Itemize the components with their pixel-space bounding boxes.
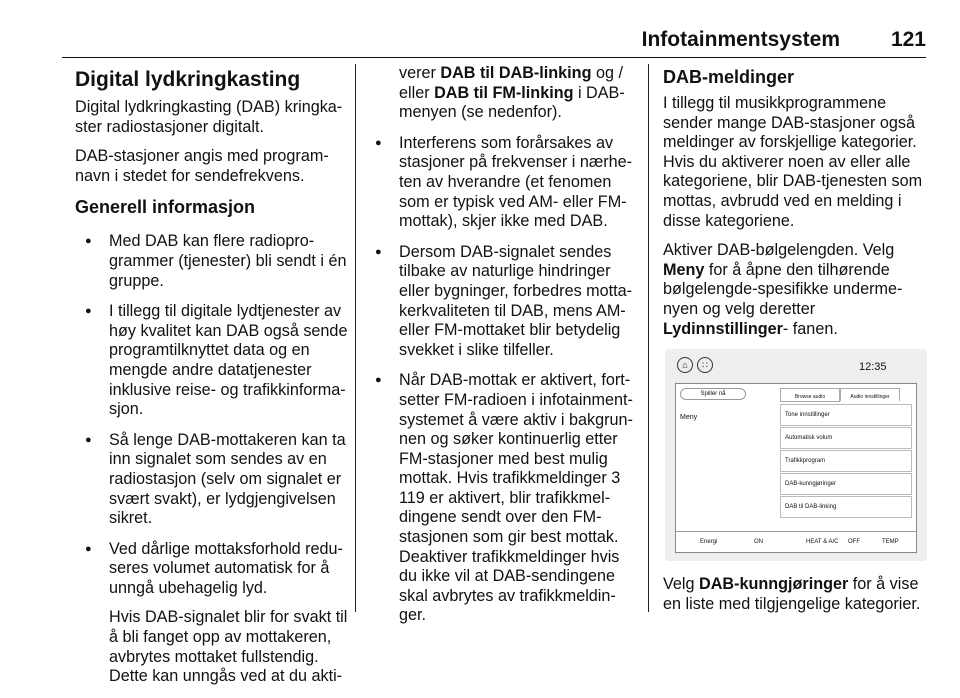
text: verer (399, 64, 441, 82)
climate-bar (676, 531, 916, 552)
bullet-list (365, 64, 633, 626)
subsection-title: Generell informasjon (75, 197, 256, 218)
screen-panel (675, 383, 917, 553)
heat-ac-label[interactable]: HEAT & A/C (806, 539, 839, 546)
text: og / eller (399, 64, 623, 102)
bullet-item: ● Interferens som forårsakes av stasjoner på frekvenser i nærhe- ten av hverandre (et fenomen som er typisk ved AM- eller FM- mottak), skjer ikke med DAB. (365, 134, 633, 232)
bullet-item (75, 540, 350, 687)
continued-text (365, 64, 633, 123)
settings-list (780, 404, 912, 519)
text: Velg (663, 575, 700, 594)
header-title: Infotainmentsystem (641, 28, 840, 51)
tab-browse-audio[interactable]: Browse audio (780, 388, 840, 402)
list-item-label: Tone innstillinger (785, 412, 830, 419)
list-item[interactable] (780, 496, 912, 518)
temp-label[interactable]: TEMP (882, 539, 899, 546)
bullet-text: Hvis DAB-signalet blir for svakt til å bli fanget opp av mottakeren, avbrytes mottaket fullstendig. Dette kan unngås ved at du akti- (109, 608, 348, 686)
paragraph: Digital lydkringkasting (DAB) kringka- ster radiostasjoner digitalt. (75, 98, 343, 136)
paragraph (663, 241, 928, 339)
list-item-label: Trafikkprogram (785, 458, 826, 465)
bullet-item: ● I tillegg til digitale lydtjenester av høy kvalitet kan DAB også sende programtilknyttet data og en mengde andre datatjenester inklusive reise- og trafikkinforma- sjon. (75, 302, 350, 420)
status-off: OFF (848, 539, 860, 546)
tab-audio-settings[interactable]: Audio innstillinger (840, 388, 900, 401)
energy-label[interactable]: Energi (700, 539, 718, 546)
bullet-list (75, 232, 350, 686)
bullet-item: ● Med DAB kan flere radiopro- grammer (tjenester) bli sendt i én gruppe. (75, 232, 350, 291)
bullet-item: ● Når DAB-mottak er aktivert, fort- setter FM-radioen i infotainment- systemet å være aktiv i bakgrun- nen og søker kontinuerlig etter FM-stasjoner med best mulig mottak. Hvis trafikkmeldinger 3 119 er aktivert, blir trafikkmel- dingene sendt over den FM- stasjonen som gir best mottak. Deaktiver trafikkmeldinger hvis du ikke vil at DAB-sendingene skal avbrytes av trafikkmeldin- ger. (365, 371, 633, 626)
section-title: Digital lydkringkasting (75, 68, 301, 91)
column-divider-2 (648, 64, 649, 612)
paragraph (663, 575, 928, 614)
list-item-label: DAB til DAB-linking (785, 504, 837, 511)
text: i DAB- menyen (se nedenfor). (399, 83, 625, 122)
home-icon: ⌂ (677, 357, 693, 373)
list-item[interactable] (780, 427, 912, 449)
menu-term: Meny (663, 260, 705, 279)
column-1 (75, 64, 350, 698)
apps-icon: ∷ (697, 357, 713, 373)
paragraph: I tillegg til musikkprogrammene sender mange DAB-stasjoner også meldinger av forskjellige kategorier. Hvis du aktiverer noen av eller alle kategoriene, blir DAB-tjenesten som mottas, avbrudd ved en melding i disse kategoriene. (663, 94, 923, 230)
infotainment-screenshot (665, 349, 927, 561)
menu-term: Lydinnstillinger (663, 319, 783, 338)
clock: 12:35 (859, 361, 887, 374)
menu-label[interactable]: Meny (680, 414, 698, 422)
text: Aktiver DAB-bølgelengden. Velg (663, 241, 895, 260)
menu-term: DAB til FM-linking (434, 83, 574, 102)
text: for å vise en liste med tilgjengelige kategorier. (663, 575, 921, 613)
menu-term: DAB-kunngjøringer (699, 575, 849, 594)
page-number: 121 (890, 28, 926, 51)
column-2 (365, 64, 633, 637)
text: - fanen. (782, 319, 838, 338)
menu-term: DAB til DAB-linking (440, 64, 592, 82)
subsection-title: DAB-meldinger (663, 67, 795, 87)
column-3 (663, 64, 928, 624)
list-item-label: Automatisk volum (785, 435, 833, 442)
list-item[interactable] (780, 450, 912, 472)
list-item[interactable] (780, 404, 912, 426)
bullet-item: ● Så lenge DAB-mottakeren kan ta inn signalet som sendes av en radiostasjon (selv om signalet er svært svakt), er lydgjengivelsen sikret. (75, 431, 350, 529)
back-button[interactable]: Spiller nå (680, 388, 746, 400)
header-rule (62, 57, 926, 58)
column-divider-1 (355, 64, 356, 612)
bullet-item: ● Dersom DAB-signalet sendes tilbake av naturlige hindringer eller bygninger, forbedres motta- kerkvaliteten til DAB, mens AM- eller FM-mottaket blir betydelig svekket i slike tilfeller. (365, 243, 633, 361)
paragraph: DAB-stasjoner angis med program- navn i stedet for sendefrekvens. (75, 147, 329, 185)
status-on: ON (754, 539, 763, 546)
text: for å åpne den tilhørende bølgelengde-spesifikke underme- nyen og velg deretter (663, 260, 903, 318)
page-header (62, 22, 926, 52)
list-item-label: DAB-kunngjøringer (785, 481, 837, 488)
list-item[interactable] (780, 473, 912, 495)
bullet-text: ● Ved dårlige mottaksforhold redu- seres volumet automatisk for å unngå ubehagelig lyd. (109, 539, 343, 597)
